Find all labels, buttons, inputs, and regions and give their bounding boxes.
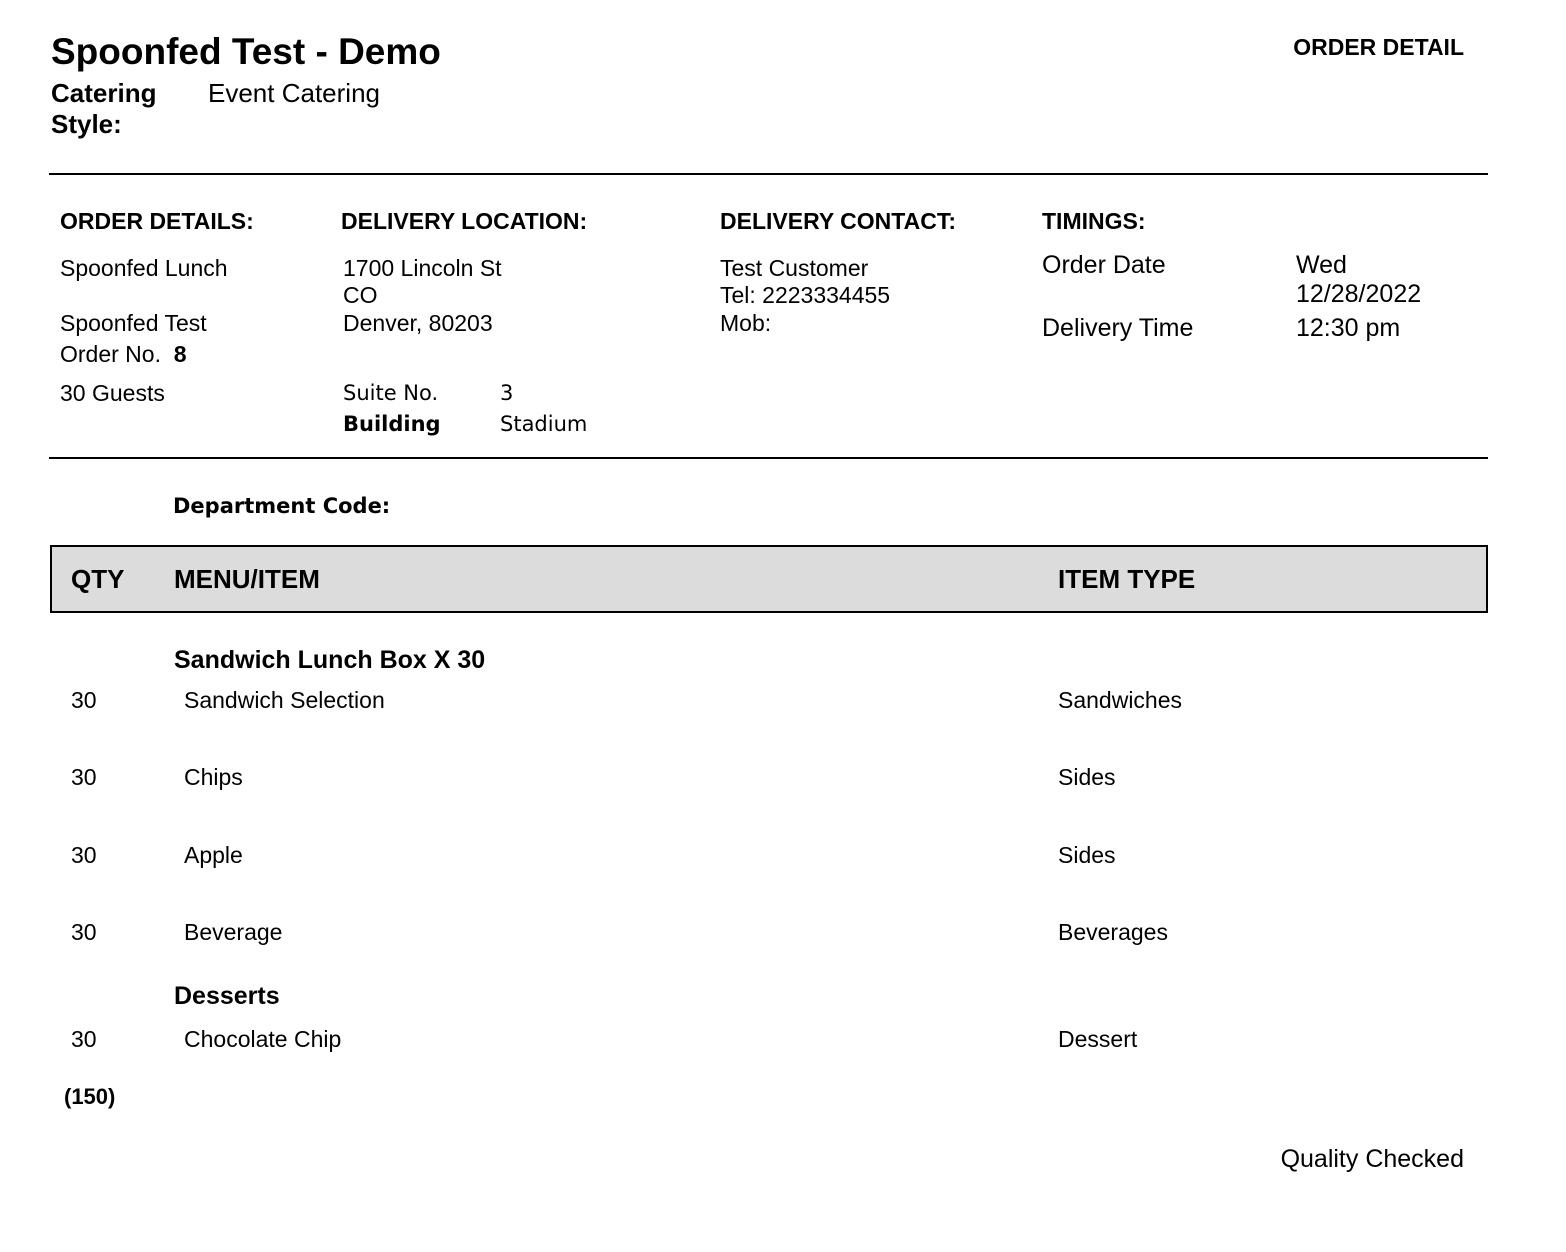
address-city-zip: Denver, 80203 — [343, 310, 493, 336]
address-street: 1700 Lincoln St — [343, 255, 502, 281]
row-qty: 30 — [71, 1026, 97, 1052]
order-number-label: Order No. — [60, 341, 161, 367]
page-title: Spoonfed Test - Demo — [51, 31, 441, 72]
row-type: Dessert — [1058, 1026, 1138, 1052]
order-number-value: 8 — [173, 341, 187, 367]
header-divider — [49, 173, 1488, 175]
order-name: Spoonfed Lunch — [60, 255, 228, 281]
row-qty: 30 — [71, 842, 97, 868]
suite-value: 3 — [500, 381, 514, 405]
guest-count: 30 Guests — [60, 380, 165, 406]
row-qty: 30 — [71, 919, 97, 945]
row-type: Sandwiches — [1058, 687, 1183, 713]
delivery-time-label: Delivery Time — [1042, 314, 1194, 342]
suite-label: Suite No. — [343, 381, 439, 405]
catering-style-label: Catering Style: — [51, 78, 157, 139]
row-type: Beverages — [1058, 919, 1168, 945]
order-number-line — [60, 341, 187, 368]
row-item: Sandwich Selection — [184, 687, 385, 713]
total-quantity: (150) — [64, 1084, 116, 1109]
row-type: Sides — [1058, 764, 1116, 790]
order-date-label: Order Date — [1042, 251, 1166, 279]
delivery-time-value: 12:30 pm — [1296, 314, 1401, 342]
row-item: Chocolate Chip — [184, 1026, 342, 1052]
row-item: Beverage — [184, 919, 283, 945]
menu-group-title: Desserts — [174, 982, 280, 1010]
building-label: Building — [343, 412, 441, 436]
building-value: Stadium — [500, 412, 588, 436]
address-state: CO — [343, 282, 378, 308]
contact-name: Test Customer — [720, 255, 869, 281]
contact-mobile: Mob: — [720, 310, 772, 336]
item-column-header: MENU/ITEM — [174, 564, 320, 594]
row-qty: 30 — [71, 764, 97, 790]
items-table-header — [50, 545, 1488, 613]
row-qty: 30 — [71, 687, 97, 713]
type-column-header: ITEM TYPE — [1058, 564, 1196, 594]
delivery-contact-heading: DELIVERY CONTACT: — [720, 208, 956, 234]
row-item: Chips — [184, 764, 243, 790]
details-divider — [49, 457, 1488, 459]
catering-style-value: Event Catering — [208, 78, 380, 108]
qty-column-header: QTY — [71, 564, 125, 594]
menu-group-title: Sandwich Lunch Box X 30 — [174, 646, 486, 674]
timings-heading: TIMINGS: — [1042, 208, 1146, 234]
order-date-value: 12/28/2022 — [1296, 280, 1422, 308]
department-code-label: Department Code: — [173, 494, 391, 518]
row-item: Apple — [184, 842, 243, 868]
contact-phone: Tel: 2223334455 — [720, 282, 891, 308]
order-date-day: Wed — [1296, 251, 1347, 279]
delivery-location-heading: DELIVERY LOCATION: — [341, 208, 588, 234]
quality-checked-label: Quality Checked — [1280, 1145, 1464, 1173]
row-type: Sides — [1058, 842, 1116, 868]
document-type-label: ORDER DETAIL — [1293, 34, 1464, 60]
order-details-heading: ORDER DETAILS: — [60, 208, 254, 234]
order-customer: Spoonfed Test — [60, 310, 207, 336]
